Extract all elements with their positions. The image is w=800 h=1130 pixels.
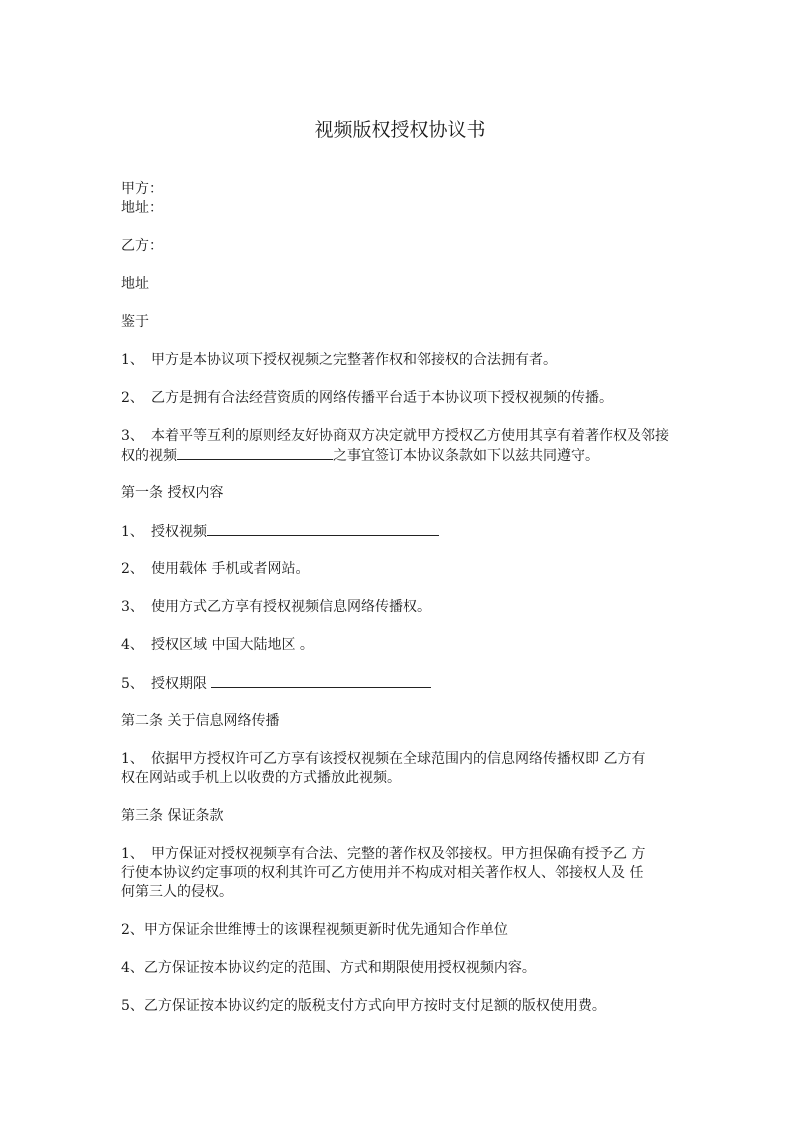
item-text: 使用方式乙方享有授权视频信息网络传播权。 (151, 599, 431, 615)
address-label-1: 地址： (121, 200, 163, 216)
article-2-item-1-line-1 (121, 749, 645, 769)
article-1-heading: 第一条 授权内容 (121, 485, 224, 501)
fill-in-blank[interactable] (211, 673, 431, 688)
item-text: 依据甲方授权许可乙方享有该授权视频在全球范围内的信息网络传播权即 乙方有 (151, 751, 646, 767)
article-3-item-2: 2、甲方保证余世维博士的该课程视频更新时优先通知合作单位 (121, 922, 508, 938)
article-3-item-1-line-3: 何第三人的侵权。 (121, 884, 233, 900)
article-3-item-4: 4、乙方保证按本协议约定的范围、方式和期限使用授权视频内容。 (121, 960, 536, 976)
article-3-heading: 第三条 保证条款 (121, 808, 224, 824)
item-text: 使用载体 手机或者网站。 (151, 561, 310, 577)
article-1-item-4 (121, 635, 314, 655)
item-text: 授权期限 (151, 676, 207, 692)
whereas-label: 鉴于 (121, 314, 149, 330)
article-3-item-1-line-1 (121, 844, 645, 864)
article-1-item-2 (121, 559, 309, 579)
recital-text: 本着平等互利的原则经友好协商双方决定就甲方授权乙方使用其享有着著作权及邻接 (151, 428, 669, 444)
recital-2 (121, 388, 613, 408)
item-number: 4、 (121, 637, 144, 653)
address-label-2: 地址 (121, 276, 149, 292)
document-title: 视频版权授权协议书 (314, 119, 486, 141)
article-1-item-1 (121, 521, 439, 542)
article-1-item-3 (121, 597, 431, 617)
article-2-heading: 第二条 关于信息网络传播 (121, 713, 280, 729)
article-2-item-1-line-2: 权在网站或手机上以收费的方式播放此视频。 (121, 770, 401, 786)
item-text: 授权区域 中国大陆地区 。 (151, 637, 314, 653)
recital-text: 权的视频 (121, 448, 177, 464)
item-number: 1、 (121, 846, 144, 862)
article-1-item-5 (121, 673, 431, 694)
recital-number: 2、 (121, 390, 144, 406)
article-3-item-5: 5、乙方保证按本协议约定的版税支付方式向甲方按时支付足额的版权使用费。 (121, 998, 606, 1014)
party-b-label: 乙方： (121, 238, 163, 254)
item-number: 2、 (121, 561, 144, 577)
item-text: 甲方保证对授权视频享有合法、完整的著作权及邻接权。甲方担保确有授予乙 方 (151, 846, 646, 862)
recital-text: 之事宜签订本协议条款如下以兹共同遵守。 (333, 448, 599, 464)
recital-1 (121, 350, 557, 370)
recital-3-line-1 (121, 426, 669, 446)
recital-number: 3、 (121, 428, 144, 444)
recital-text: 甲方是本协议项下授权视频之完整著作权和邻接权的合法拥有者。 (151, 352, 557, 368)
party-a-label: 甲方： (121, 181, 163, 197)
item-number: 1、 (121, 524, 144, 540)
recital-3-line-2 (121, 445, 599, 466)
item-number: 3、 (121, 599, 144, 615)
fill-in-blank[interactable] (207, 521, 439, 536)
fill-in-blank[interactable] (177, 445, 333, 460)
item-text: 授权视频 (151, 524, 207, 540)
recital-text: 乙方是拥有合法经营资质的网络传播平台适于本协议项下授权视频的传播。 (151, 390, 613, 406)
recital-number: 1、 (121, 352, 144, 368)
item-number: 1、 (121, 751, 144, 767)
item-number: 5、 (121, 676, 144, 692)
article-3-item-1-line-2: 行使本协议约定事项的权利其许可乙方使用并不构成对相关著作权人、邻接权人及 任 (121, 865, 644, 881)
